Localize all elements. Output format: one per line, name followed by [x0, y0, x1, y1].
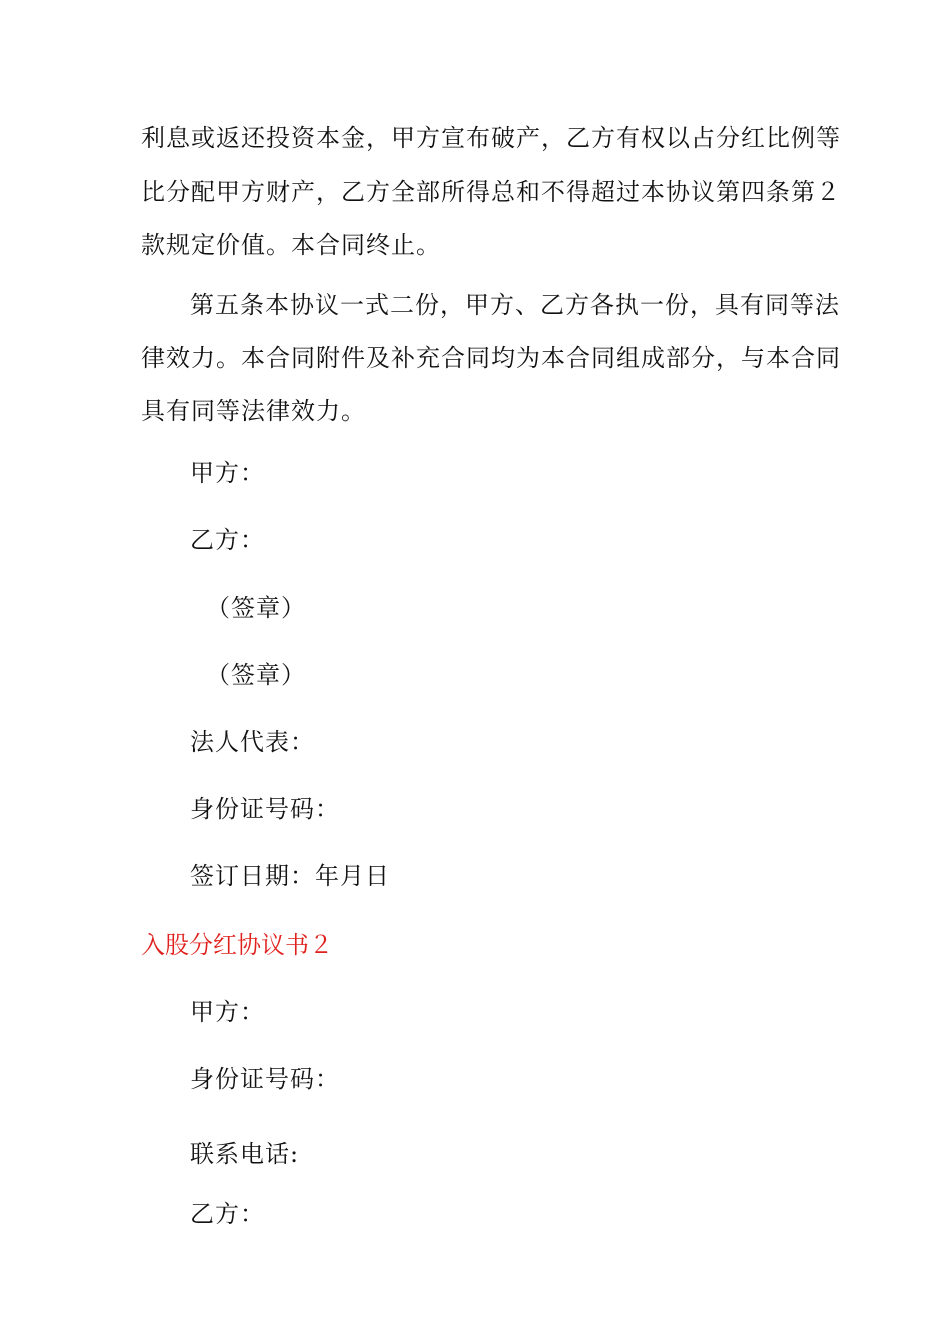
paragraph-1-line-3: 款规定价值。本合同终止。: [141, 231, 441, 259]
paragraph-2-line-3: 具有同等法律效力。: [141, 397, 366, 425]
paragraph-2-line-2: 律效力。本合同附件及补充合同均为本合同组成部分，与本合同: [141, 344, 841, 372]
section-2-party-b-label: 乙方：: [190, 1200, 265, 1228]
section-2-party-a-label: 甲方：: [190, 998, 265, 1026]
paragraph-1-line-2: 比分配甲方财产，乙方全部所得总和不得超过本协议第四条第２: [141, 178, 841, 206]
party-a-label: 甲方：: [190, 459, 265, 487]
paragraph-1-line-1: 利息或返还投资本金，甲方宣布破产，乙方有权以占分红比例等: [141, 124, 841, 152]
section-2-heading: 入股分红协议书２: [141, 931, 333, 959]
section-2-id-number-label: 身份证号码：: [190, 1065, 340, 1093]
seal-label-2: （签章）: [206, 661, 306, 689]
sign-date-label: 签订日期：年月日: [190, 862, 390, 890]
party-b-label: 乙方：: [190, 526, 265, 554]
paragraph-2-line-1: 第五条本协议一式二份，甲方、乙方各执一份，具有同等法: [190, 291, 840, 319]
section-2-phone-label: 联系电话:: [190, 1140, 300, 1168]
id-number-label: 身份证号码：: [190, 795, 340, 823]
legal-representative-label: 法人代表：: [190, 728, 315, 756]
seal-label-1: （签章）: [206, 594, 306, 622]
